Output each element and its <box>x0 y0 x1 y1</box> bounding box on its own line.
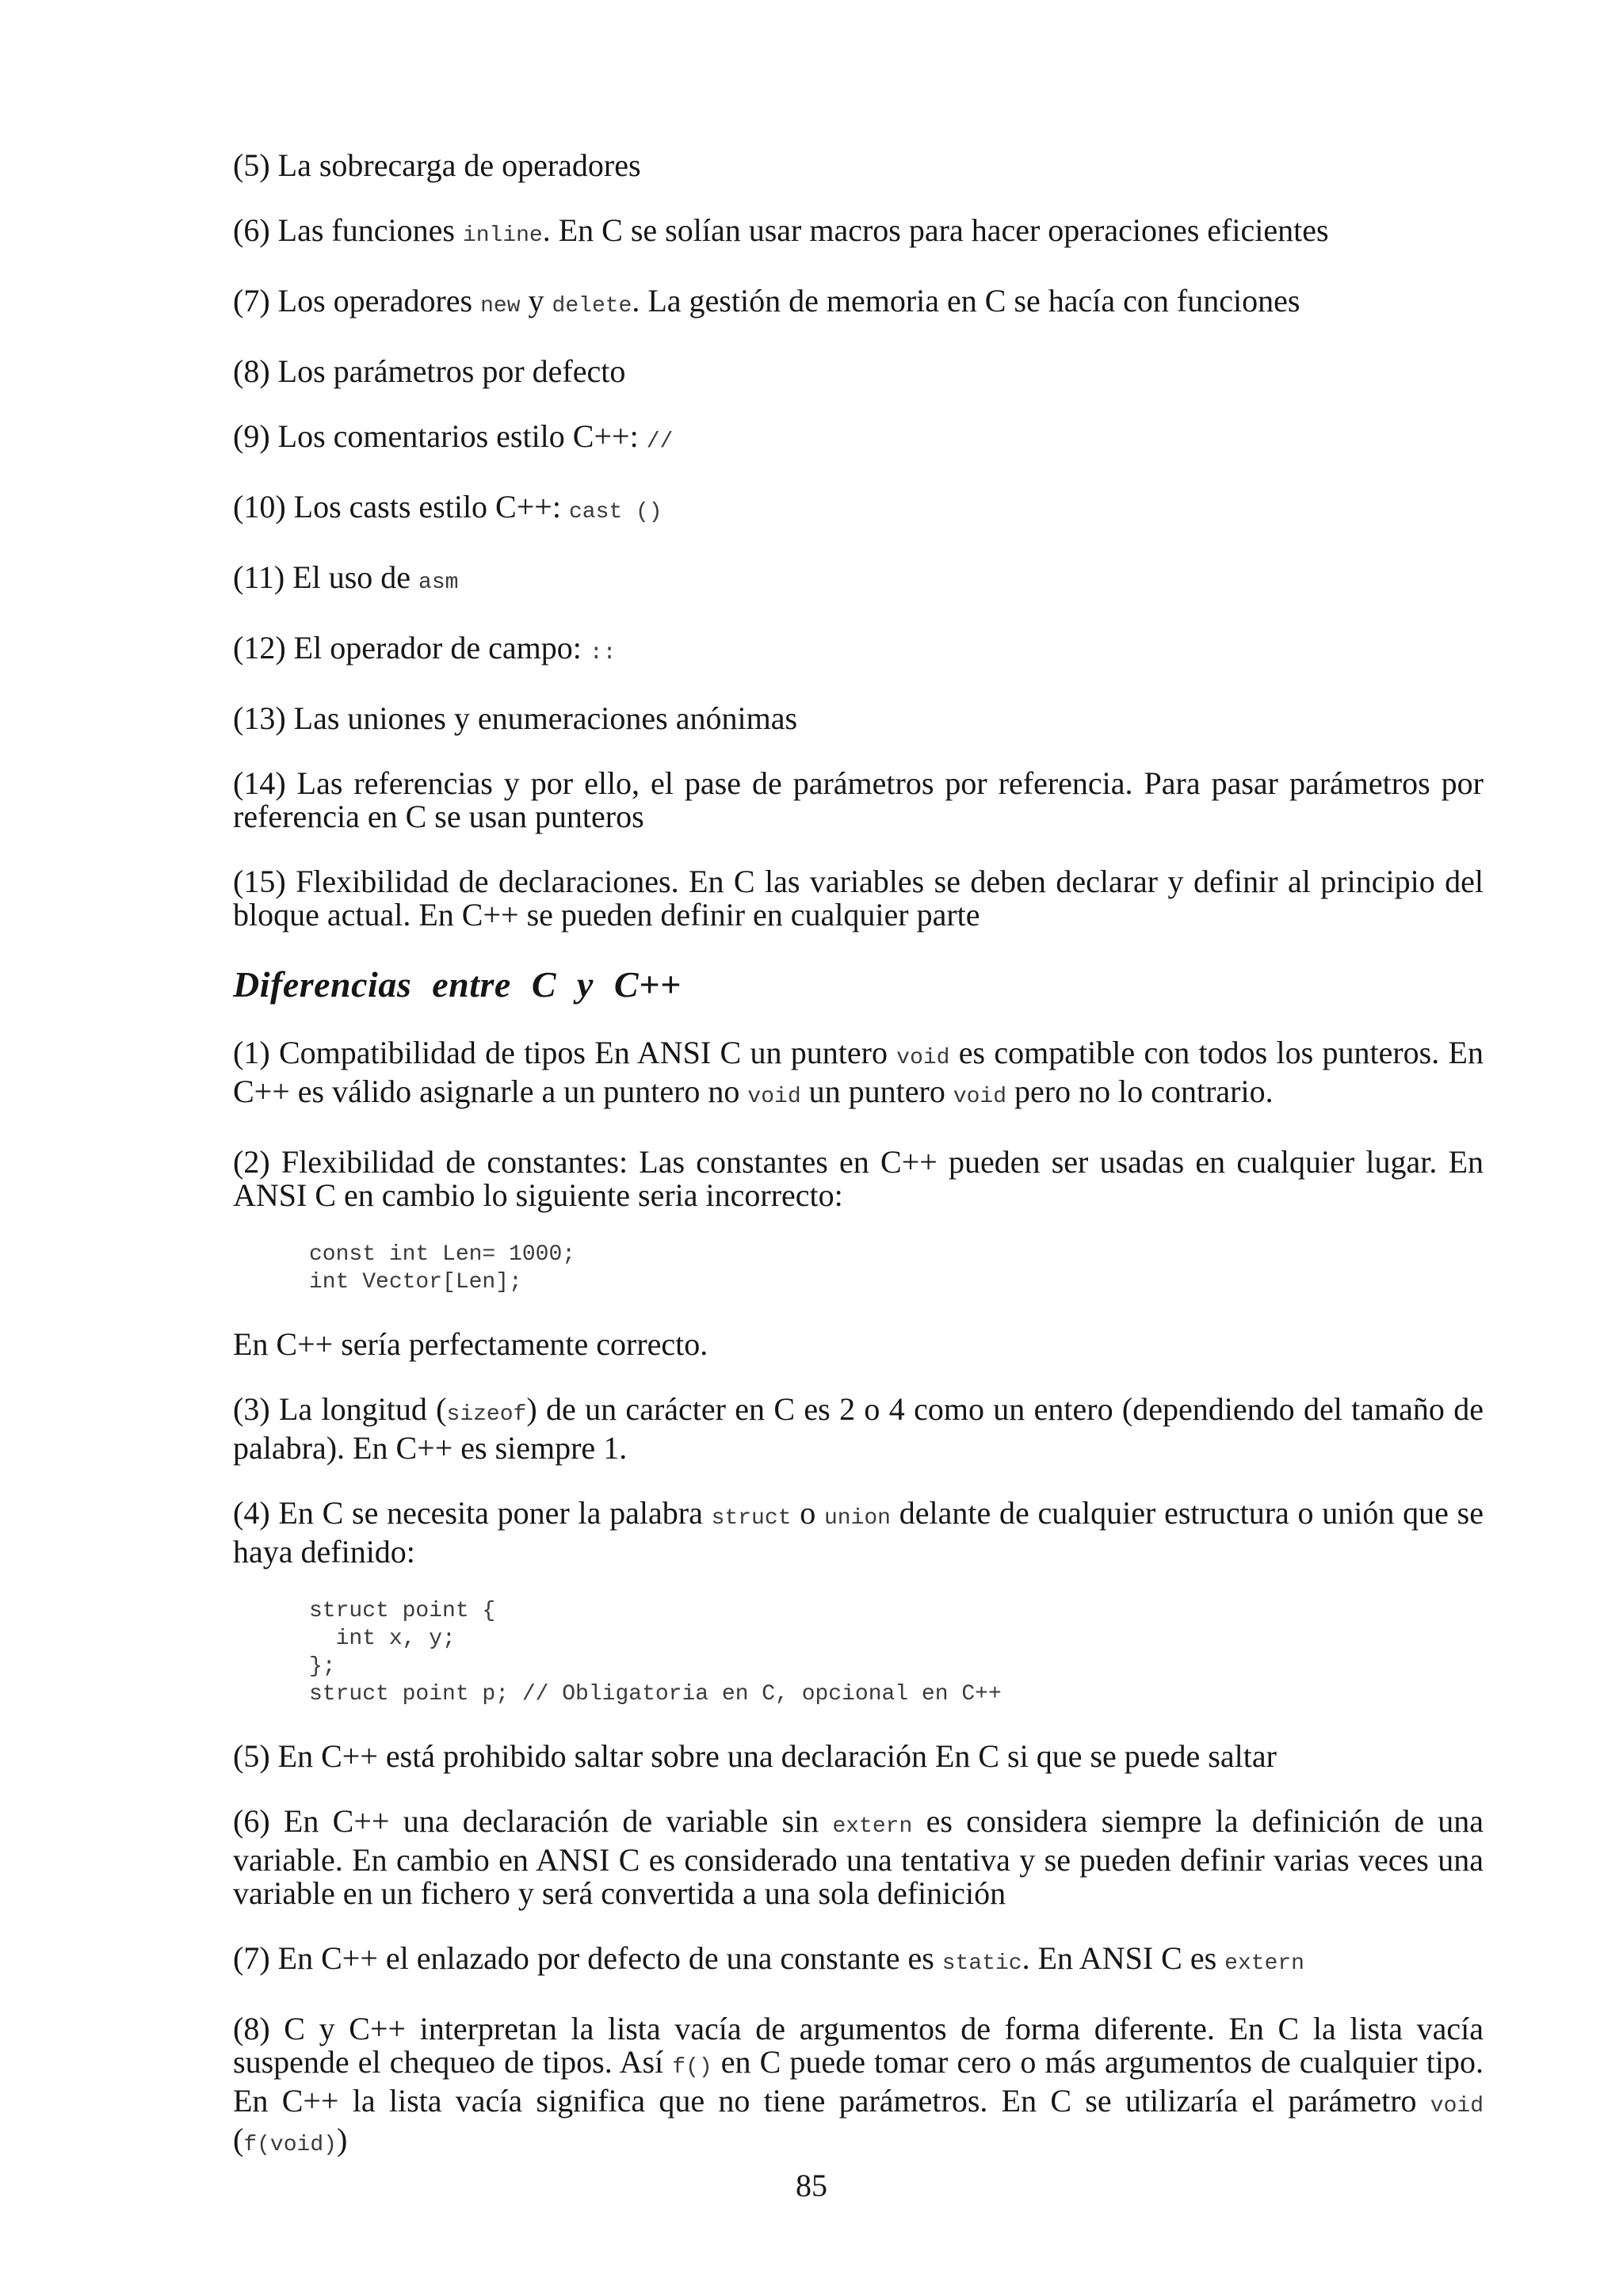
text-run: ) de un carácter en C es 2 o 4 como un entero (dependiendo del tamaño de palabra). En C++ es siempre 1. <box>233 1391 1484 1466</box>
code-block: const int Len= 1000; int Vector[Len]; <box>309 1242 576 1295</box>
paragraph <box>233 1393 1484 1465</box>
text-run: es considera siempre la definición de una variable. En cambio en ANSI C es considerado una tentativa y se pueden definir varias veces una variable en un fichero y será convertida a una sola definición <box>233 1803 1484 1911</box>
inline-code: void <box>896 1046 950 1070</box>
inline-code: // <box>646 429 674 454</box>
differences-list <box>233 1036 1484 2162</box>
code-block: struct point { int x, y; }; struct point p; // Obligatoria en C, opcional en C++ <box>309 1599 1002 1707</box>
paragraph <box>233 702 1484 735</box>
text-run: (5) En C++ está prohibido saltar sobre una declaración En C si que se puede saltar <box>233 1738 1277 1774</box>
paragraph <box>233 767 1484 833</box>
text-run: (7) En C++ el enlazado por defecto de una constante es <box>233 1940 942 1976</box>
text-run: (2) Flexibilidad de constantes: Las constantes en C++ pueden ser usadas en cualquier lugar. En ANSI C en cambio lo siguiente seria incorrecto: <box>233 1144 1484 1213</box>
inline-code: :: <box>589 641 617 666</box>
text-run: ( <box>233 2122 244 2157</box>
section-title: Diferencias entre C y C++ <box>233 964 682 1005</box>
text-run: (14) Las referencias y por ello, el pase de parámetros por referencia. Para pasar parámetros por referencia en C se usan punteros <box>233 765 1484 834</box>
paragraph <box>233 2012 1484 2162</box>
paragraph <box>233 214 1484 253</box>
feature-list <box>233 149 1484 932</box>
inline-code: f(void) <box>243 2133 337 2157</box>
text-run: en C puede tomar cero o más argumentos de cualquier tipo. En C++ la lista vacía significa que no tiene parámetros. En C se utilizaría el parámetro <box>233 2044 1484 2119</box>
inline-code: void <box>953 1085 1007 1109</box>
text-run: . En C se solían usar macros para hacer operaciones eficientes <box>542 212 1329 248</box>
text-run: un puntero <box>800 1074 953 1109</box>
paragraph <box>233 561 1484 600</box>
paragraph <box>233 1942 1484 1981</box>
paragraph <box>233 1805 1484 1910</box>
text-run: o <box>791 1495 824 1531</box>
inline-code: cast () <box>568 500 663 524</box>
paragraph <box>233 1328 1484 1361</box>
page-number: 85 <box>796 2168 827 2203</box>
text-run: . La gestión de memoria en C se hacía con funciones <box>632 283 1300 318</box>
inline-code: struct <box>711 1506 792 1531</box>
text-run: (4) En C se necesita poner la palabra <box>233 1495 712 1531</box>
inline-code: static <box>941 1951 1022 1976</box>
inline-code: asm <box>418 570 459 595</box>
text-run: (9) Los comentarios estilo C++: <box>233 418 647 454</box>
text-run: (12) El operador de campo: <box>233 630 590 666</box>
text-run: es compatible con todos los punteros. En C++ es válido asignarle a un puntero no <box>233 1035 1484 1109</box>
paragraph <box>233 149 1484 182</box>
inline-code: union <box>823 1506 891 1531</box>
text-run: pero no lo contrario. <box>1006 1074 1274 1109</box>
text-run: (6) En C++ una declaración de variable sin <box>233 1803 833 1839</box>
text-run: (11) El uso de <box>233 559 419 595</box>
text-run: . En ANSI C es <box>1022 1940 1225 1976</box>
inline-code: f() <box>672 2055 712 2080</box>
text-run: (8) Los parámetros por defecto <box>233 353 626 389</box>
inline-code: inline <box>462 223 543 248</box>
text-run: (7) Los operadores <box>233 283 481 318</box>
inline-code: extern <box>1224 1951 1304 1976</box>
paragraph <box>233 1036 1484 1114</box>
paragraph <box>233 284 1484 323</box>
text-run: (10) Los casts estilo C++: <box>233 489 569 524</box>
inline-code: sizeof <box>446 1402 527 1427</box>
paragraph <box>233 1740 1484 1773</box>
inline-code: extern <box>832 1814 913 1839</box>
text-run: (8) C y C++ interpretan la lista vacía de argumentos de forma diferente. En C la lista vacía suspende el chequeo de tipos. Así <box>233 2011 1484 2080</box>
text-run: (3) La longitud ( <box>233 1391 447 1427</box>
paragraph <box>233 1146 1484 1212</box>
text-run: (6) Las funciones <box>233 212 463 248</box>
paragraph <box>233 631 1484 670</box>
text-run: (15) Flexibilidad de declaraciones. En C las variables se deben declarar y definir al principio del bloque actual. En C++ se pueden definir en cualquier parte <box>233 864 1484 933</box>
inline-code: new <box>480 294 521 318</box>
text-run: (5) La sobrecarga de operadores <box>233 147 641 183</box>
paragraph <box>233 865 1484 932</box>
paragraph <box>233 490 1484 529</box>
text-run: En C++ sería perfectamente correcto. <box>233 1326 708 1362</box>
paragraph <box>233 355 1484 388</box>
inline-code: void <box>747 1085 801 1109</box>
inline-code: delete <box>552 294 632 318</box>
text-run: y <box>520 283 552 318</box>
page-content <box>233 149 1484 2194</box>
paragraph <box>233 1497 1484 1569</box>
text-run: (1) Compatibilidad de tipos En ANSI C un puntero <box>233 1035 897 1070</box>
text-run: (13) Las uniones y enumeraciones anónimas <box>233 700 798 736</box>
text-run: ) <box>336 2122 348 2157</box>
text-run: delante de cualquier estructura o unión que se haya definido: <box>233 1495 1484 1569</box>
inline-code: void <box>1430 2094 1484 2119</box>
paragraph <box>233 420 1484 459</box>
